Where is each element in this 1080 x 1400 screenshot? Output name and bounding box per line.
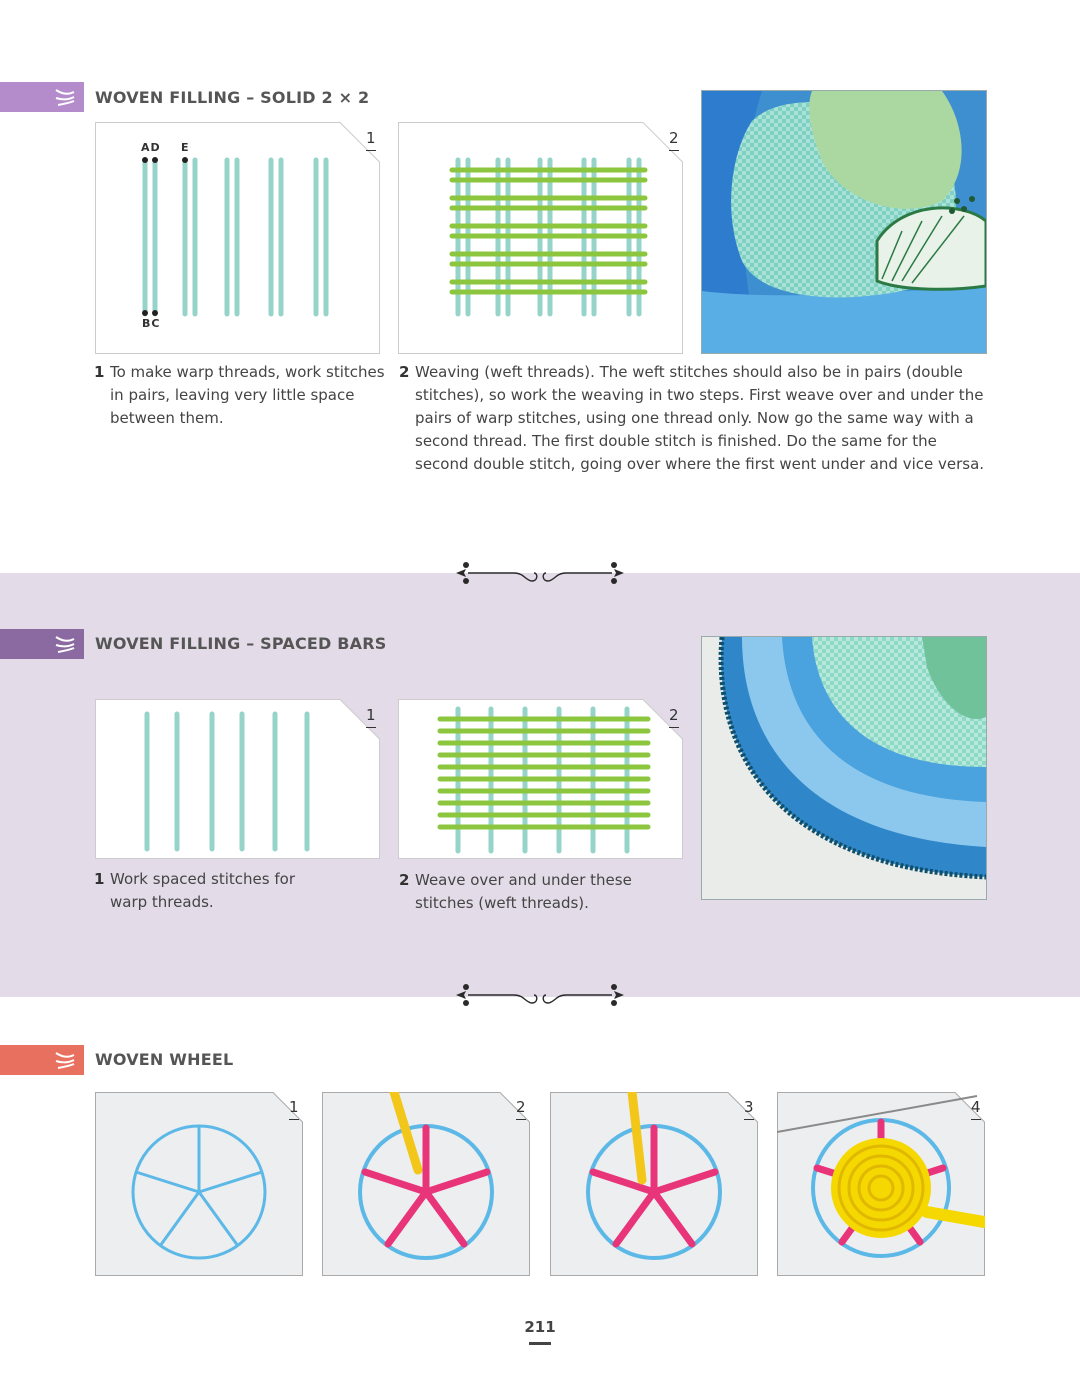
section-title-spaced: WOVEN FILLING – SPACED BARS (95, 634, 387, 653)
diagram-number-2: 2 (669, 129, 679, 147)
section-tab-spaced (0, 629, 84, 659)
step-1-caption: 1 To make warp threads, work stitches in pairs, leaving very little space between them. (94, 363, 385, 427)
needle-icon (52, 1049, 78, 1071)
diagram-number-1: 1 (366, 706, 376, 724)
photo-number-4: 4 (971, 1098, 981, 1116)
step-2-caption: 2 Weaving (weft threads). The weft stitches should also be in pairs (double stitches), so work the weaving in two steps. First weave over and under the pairs of warp stitches, using one thread only. Now go the same way with a second thread. The first double stitch is finished. Do the same for the second double stitch, going over where the first went under and vice versa. (399, 363, 985, 473)
step-1-caption: 1 Work spaced stitches for warp threads. (94, 870, 295, 911)
page-number: 211 (524, 1318, 556, 1336)
photo-spaced-bars (701, 636, 987, 900)
photo-number-2: 2 (516, 1098, 526, 1116)
page-number-underline (529, 1342, 551, 1345)
point-label-bc: BC (142, 317, 161, 330)
photo-wheel-step-1 (95, 1092, 303, 1276)
needle-icon (52, 633, 78, 655)
ornament-divider-bottom (454, 982, 626, 1008)
point-label-ad: AD (141, 141, 161, 154)
section-tab-wheel (0, 1045, 84, 1075)
diagram-solid-warp (95, 122, 380, 354)
section-title-wheel: WOVEN WHEEL (95, 1050, 234, 1069)
diagram-spaced-warp (95, 699, 380, 859)
photo-wheel-step-4 (777, 1092, 985, 1276)
photo-wheel-step-2 (322, 1092, 530, 1276)
section-title-solid: WOVEN FILLING – SOLID 2 × 2 (95, 88, 370, 107)
photo-number-1: 1 (289, 1098, 299, 1116)
diagram-number-1: 1 (366, 129, 376, 147)
point-label-e: E (181, 141, 190, 154)
step-2-caption: 2 Weave over and under these stitches (weft threads). (399, 871, 632, 912)
ornament-divider-top (454, 560, 626, 586)
photo-wheel-step-3 (550, 1092, 758, 1276)
diagram-solid-weave (398, 122, 683, 354)
diagram-number-2: 2 (669, 706, 679, 724)
photo-number-3: 3 (744, 1098, 754, 1116)
photo-solid-filling (701, 90, 987, 354)
diagram-spaced-weave (398, 699, 683, 859)
section-tab-solid (0, 82, 84, 112)
needle-icon (52, 86, 78, 108)
